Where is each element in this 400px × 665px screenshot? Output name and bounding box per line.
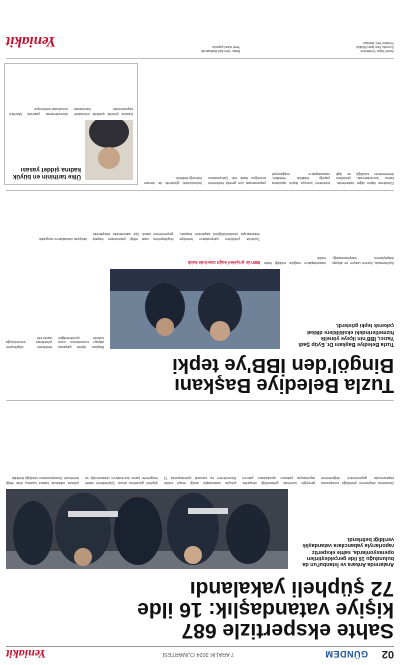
feature-body: Kadına yönelik şiddetle mücadele kapsamında hazırlanan düzenlemenin yakında Meclis'e sunulması bekleniyor. — [9, 107, 133, 116]
second-headline: Tuzla Belediye Başkanı Bingöl'den İBB'ye tepki — [172, 354, 394, 396]
imprint-block: Genel Yayın Yönetmeni Sorumlu Yazı İşleri Müdürü Yönetim Yeri: İstanbul — [355, 40, 394, 53]
divider — [6, 400, 394, 401]
story2-body-a: Açıklamada, ilçenin ulaşım ve altyapı ihtiyaçlarının karşılanmadığı, vatandaşların mağdur edildiği ifade edildi. — [264, 256, 394, 265]
feature-box — [4, 63, 138, 185]
divider — [6, 190, 394, 191]
mayor-photo — [110, 269, 280, 349]
footer-logo: Yeniakit — [6, 33, 57, 49]
story1-lead: Aralarında Ankara ve İstanbul'un da bulunduğu 16 ilde gerçekleştirilen operasyonlarda, sahte ekspertiz raporlarıyla yabancılara vatandaşlık verildiği belirlendi. — [302, 536, 394, 567]
story3-body: Gündeme ilişkin diğer haberlerde, kamu kurumlarında yürütülen denetimlerin sürdüğü ve ilgili birimlerin konuya ilişkin açıklama yaptığı bildirildi. Yetkililer, vatandaşların mağduriyet yaşamaması için gerekli tedbirlerin alındığını ifade etti. Çalışmaların önümüzdeki günlerde de devam edeceği belirtildi. — [144, 171, 394, 185]
police-photo-illustration — [6, 489, 288, 569]
main-headline: Sahte ekspertizle 687 kişiye vatandaşlık: 16 ilde 72 şüpheli yakalandı — [137, 577, 394, 642]
story2-side-text: Başkan, ilçede yaşanan altyapı sorunlarının uzun süredir çözülmediğini belirterek büyükşehir yönetimini sorumluluğa davet etti. — [6, 335, 104, 349]
police-photo — [6, 489, 288, 569]
feature-headline: Ülke tarihinin en büyük kadına şiddet yasası — [12, 165, 81, 180]
issue-date: 7 ARALIK 2024 CUMARTESİ — [162, 651, 234, 657]
page-number: 02 — [381, 648, 394, 660]
imprint-block-2: Baskı: Yeni Akit Matbaacılık Yerel süreli yayındır — [201, 44, 240, 53]
feature-portrait — [85, 120, 133, 180]
divider — [6, 58, 394, 59]
section-name: GÜNDEM — [325, 649, 368, 659]
story1-body: Jandarma ekiplerinin yürüttüğü soruşturma kapsamında gayrimenkul değerlerinin gerçeğin üzerinde gösterildiği ekspertiz raporlarıyla yabancı uyrukluların yatırım yoluyla vatandaşlık aldığı tespit edildi. Düzenlenen eş zamanlı operasyonda 72 şüpheli gözaltına alındı. Şüphelilerin sahte belgelerle kamu kurumlarını dolandırdığı ve yüksek miktarda haksız kazanç elde ettiği belirlendi. Soruşturmanın sürdüğü bildirildi. — [6, 476, 394, 485]
story2-redsub: İBB'nin projeleri kağıt üzerinde kaldı — [187, 260, 260, 265]
portrait-illustration — [85, 120, 133, 180]
story2-body-b: Tuzla'da yürütülen çalışmaların belediye imkanlarıyla sürdürüldüğünü kaydeden başkan, büyükşehirin vaat ettiği yatırımların hayata geçirilmesini istedi. İlçe sakinlerinin taleplerinin takipçisi olacaklarını vurguladı. — [37, 232, 260, 241]
page-header — [6, 646, 394, 661]
mayor-photo-illustration — [110, 269, 280, 349]
masthead-logo: Yeniakit — [6, 647, 47, 661]
story2-lead: Tuzla Belediye Başkanı Dr. Eyüp Şadi Yazıcı, İBB'nin ilçeye yönelik hizmetlerindeki eksikliklere dikkat çekerek tepki gösterdi. — [298, 322, 394, 347]
